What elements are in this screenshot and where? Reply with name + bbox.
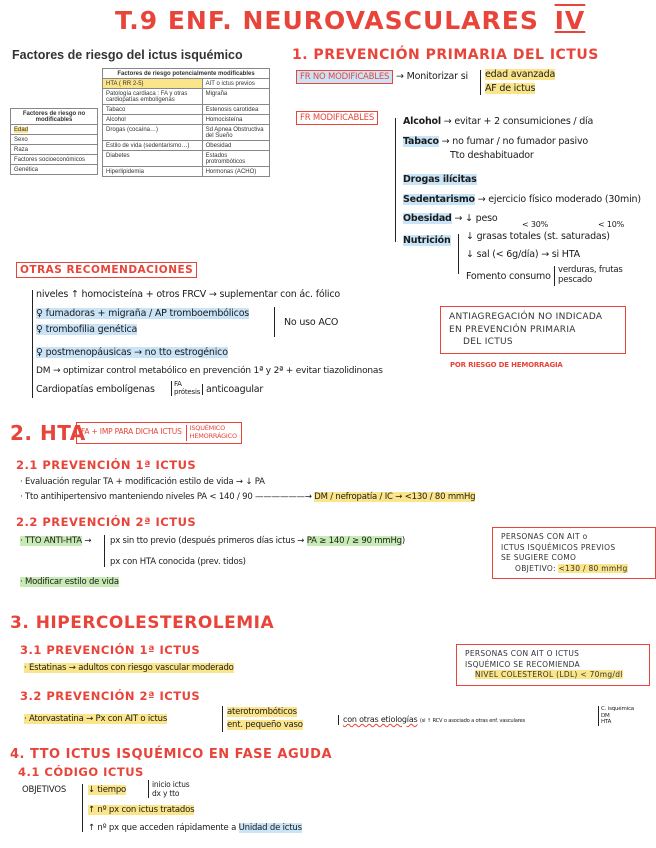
table-cell: Drogas (cocaína…) [103,125,203,141]
line-text: · Tto antihipertensivo manteniendo niveles PA < 140 / 90 [20,492,253,502]
table-cell: Hiperlipidemia [103,167,203,177]
otras-item-5: DM → optimizar control metabólico en prevención 1ª y 2ª + evitar tiazolidinonas [36,366,383,376]
item-text: ♀ postmenopáusicas → no tto estrogénico [36,347,228,358]
objetivos-bracket [82,784,87,832]
table-cell: Patología cardiaca : FA y otras cardiopatías embolígenas [103,89,203,105]
table-cell: Raza [11,145,98,155]
box-line: PERSONAS CON AIT o [501,532,588,541]
fr-no-mod-text: → Monitorizar si [396,71,468,82]
obj-text: ↓ tiempo [88,785,127,795]
box-line [501,564,647,575]
drogas-label: Drogas ilícitas [403,174,477,185]
cell-text: Edad [14,126,29,133]
s22-modif [20,578,119,588]
s32-etio [338,715,525,725]
tabaco-line [403,137,588,148]
fr-modificables [296,113,378,124]
nut-sal: ↓ sal (< 6g/día) → si HTA [466,249,580,260]
etio-rest: (si ↑ RCV o asociado a otras enf. vasculares [419,718,526,724]
list-item: ent. pequeño vaso [227,719,303,730]
s22-title: 2.2 PREVENCIÓN 2ª ICTUS [16,515,197,529]
s22-bracket [104,535,109,567]
item-text: ♀ fumadoras + migraña / AP tromboembólicos [36,308,250,319]
nonmodifiable-risk-table [10,108,98,175]
aco-bracket [274,307,279,337]
alcohol-line [403,117,593,128]
nut-grasas: ↓ grasas totales (st. saturadas) [466,231,610,242]
table-cell: Hormonas (ACHO) [202,167,269,177]
table-row [11,155,98,165]
fr-mod-bracket [395,118,402,242]
s41-title: 4.1 CÓDIGO ICTUS [18,765,144,779]
factors-heading: Factores de riesgo del ictus isquémico [12,48,243,62]
obj-1 [88,786,126,796]
item-text: ♀ trombofilia genética [36,324,138,335]
nutricion-label: Nutrición [403,235,451,246]
box-line: ISQUÉMICO SE RECOMIENDA [465,659,580,669]
section4-title: 4. TTO ICTUS ISQUÉMICO EN FASE AGUDA [10,747,333,762]
hta-box-item: ISQUÉMICO [189,424,226,432]
s21-line2: · Tto antihipertensivo manteniendo niveles PA < 140 / 90 ——————→ DM / nefropatía / IC → <130 / 80 mmHg [20,492,476,502]
box-line: ANTIAGREGACIÓN NO INDICADA [449,312,603,322]
fomento-label: Fomento consumo [466,271,551,282]
tabaco-label: Tabaco [403,136,439,147]
ldl-box [456,644,650,686]
obj-text: ↑ nº px que acceden rápidamente a [88,823,237,833]
alcohol-label: Alcohol [403,116,441,127]
antiagregacion-box [440,306,626,354]
fr-mod-label: FR MODIFICABLES [296,111,378,125]
cardio-note: prótesis [174,387,201,396]
hta-box-text: FA + IMP PARA DICHA ICTUS [81,427,182,437]
nonmod-header: Factores de riesgo no modificables [11,109,98,125]
table-row [103,115,270,125]
box-line: EN PREVENCIÓN PRIMARIA [449,324,576,335]
table-cell [11,125,98,135]
list-item: dx y tto [152,789,180,798]
otras-item-4 [36,348,228,359]
obesidad-line [403,214,497,225]
line-text: · Atorvastatina → Px con AIT o ictus [24,714,168,724]
objetivos-label: OBJETIVOS [22,785,67,795]
ait-hta-box [492,527,656,579]
grasas-note1: < 30% [522,220,549,229]
section2-title: 2. HTA [10,421,86,445]
list-item: inicio ictus [152,780,190,789]
s32-title: 3.2 PREVENCIÓN 2ª ICTUS [20,689,201,703]
line-text: px sin tto previo (después primeros días ictus → [110,536,305,546]
table-cell: Genética [11,165,98,175]
table-row [11,135,98,145]
table-cell: Diabetes [103,151,203,167]
title-numeral: IV [554,6,586,35]
sedentarismo-line [403,195,641,206]
box-line: SE SUGIERE COMO [501,553,577,562]
table-cell: Factores socioeconómicos [11,155,98,165]
table-cell: Estados protrombóticos [202,151,269,167]
section1-title: 1. PREVENCIÓN PRIMARIA DEL ICTUS [292,47,599,63]
unidad-ictus: Unidad de ictus [238,823,302,833]
section3-title: 3. HIPERCOLESTEROLEMIA [10,613,275,633]
obesidad-text: → ↓ peso [454,213,498,224]
otras-item-2 [36,309,249,320]
table-row [103,167,270,177]
page-title [115,6,585,35]
nut-fomento-items [554,266,623,286]
hta-box-item: HEMORRÁGICO [189,431,237,440]
table-cell: Homocisteína [202,115,269,125]
list-item: edad avanzada [485,69,556,80]
s31-title: 3.1 PREVENCIÓN 1ª ICTUS [20,643,201,657]
obesidad-label: Obesidad [403,213,452,224]
table-row [11,165,98,175]
obj-label: OBJETIVO: [515,563,556,573]
list-item: HTA [601,719,612,726]
line-end: ) [401,536,405,546]
otras-title: OTRAS RECOMENDACIONES [16,262,197,278]
table-row [103,141,270,151]
grasas-note2: < 10% [598,220,625,229]
obj-value: <130 / 80 mmHg [558,563,628,573]
fr-no-mod-items [480,70,555,95]
anticoagular [202,385,263,396]
antiagreg-note: POR RIESGO DE HEMORRAGIA [450,361,563,369]
sedentarismo-text: → ejercicio físico moderado (30min) [477,194,641,205]
table-cell: Alcohol [103,115,203,125]
otras-item-1: niveles ↑ homocisteína + otros FRCV → suplementar con ác. fólico [36,289,340,300]
nutricion-line [403,236,451,247]
nutricion-bracket [458,234,464,274]
table-row [103,125,270,141]
box-line: PERSONAS CON AIT O ICTUS [465,649,580,658]
s22-line1 [110,537,405,547]
no-aco: No uso ACO [284,317,339,328]
table-cell: Tabaco [103,105,203,115]
table-row [11,145,98,155]
fr-no-modificables [296,72,468,83]
nut-fomento [466,272,551,283]
line-text: · Estatinas → adultos con riesgo vascular moderado [24,663,234,673]
table-row [103,105,270,115]
list-item: aterotrombóticos [227,707,297,717]
tabaco-line2: Tto deshabituador [450,150,534,161]
table-row [11,125,98,135]
s21-line1: · Evaluación regular TA + modificación estilo de vida → ↓ PA [20,477,265,487]
table-cell: Obesidad [202,141,269,151]
box-line [465,670,641,681]
s31-line [24,664,234,674]
table-cell: Estilo de vida (sedentarismo…) [103,141,203,151]
cardio-notes [171,381,200,396]
ldl-value: NIVEL COLESTEROL (LDL) < 70mg/dl [475,670,623,679]
s32-items [222,706,303,732]
modif-text: · Modificar estilo de vida [20,577,119,587]
s22-line2: px con HTA conocida (prev. tidos) [110,557,246,567]
table-cell: Sd Apnea Obstructiva del Sueño [202,125,269,141]
s22-tto: · TTO ANTI-HTA → [20,536,92,546]
drogas-line [403,175,477,186]
anticoagular-text: anticoagular [202,384,263,395]
fr-no-mod-label: FR NO MODIFICABLES [296,70,393,84]
table-cell: Migraña [202,89,269,105]
modifiable-header: Factores de riesgo potencialmente modificables [103,69,270,79]
table-cell: AIT o ictus previos [202,79,269,89]
table-cell: HTA ( RR 2-5) [103,79,203,89]
title-text: T.9 ENF. NEUROVASCULARES [115,6,539,35]
box-line: ICTUS ISQUÉMICOS PREVIOS [501,542,616,552]
list-item: verduras, frutas [558,265,623,275]
hta-box [76,422,242,444]
tto-label: · TTO ANTI-HTA [20,536,82,546]
s32-line [24,715,167,725]
table-row [103,89,270,105]
box-line: DEL ICTUS [463,337,513,348]
modifiable-risk-table [102,68,270,177]
item-text: Cardiopatías embolígenas [36,384,155,395]
obj-2 [88,806,194,816]
s21-result: DM / nefropatía / IC → <130 / 80 mmHg [314,492,476,502]
pa-threshold: PA ≥ 140 / ≥ 90 mmHg [306,536,402,546]
table-row [103,79,270,89]
table-row [103,151,270,167]
list-item: AF de ictus [485,82,536,94]
list-item: C. isquémica [601,706,634,712]
list-item: pescado [558,274,593,285]
cardio-note: FA [174,380,182,388]
etio-text: con otras etiologías [343,715,418,724]
s21-title: 2.1 PREVENCIÓN 1ª ICTUS [16,458,197,472]
list-item: DM [601,712,610,719]
obj-3 [88,824,302,834]
otras-bracket [32,290,37,398]
obj-text: ↑ nº px con ictus tratados [88,805,195,815]
sedentarismo-label: Sedentarismo [403,194,475,205]
obj-1-items [148,780,190,798]
s32-etio-items [598,706,634,726]
otras-item-6 [36,385,155,396]
table-cell: Sexo [11,135,98,145]
table-cell: Estenosis carotídea [202,105,269,115]
alcohol-text: → evitar + 2 consumiciones / día [443,116,594,127]
tabaco-text: → no fumar / no fumador pasivo [441,136,589,147]
otras-item-3 [36,325,137,336]
